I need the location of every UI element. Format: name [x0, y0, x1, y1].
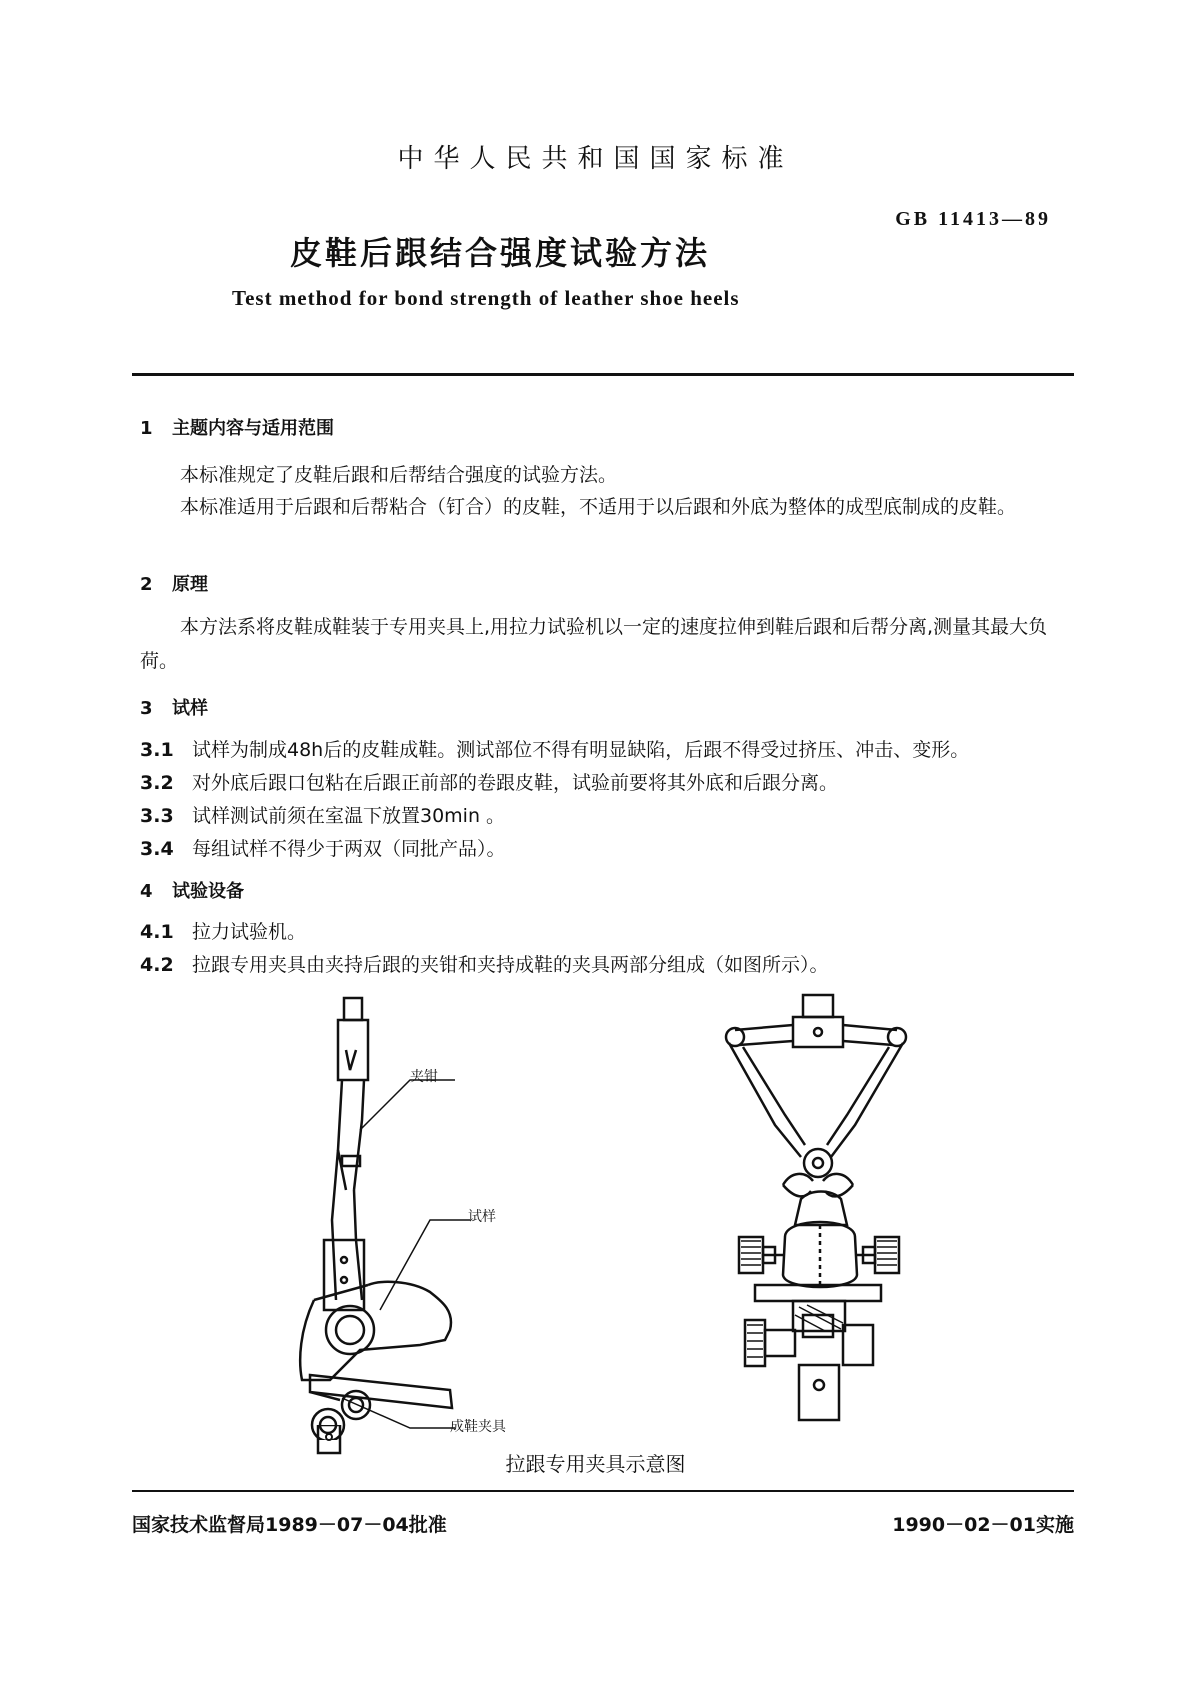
- clause-text: 试样为制成48h后的皮鞋成鞋。测试部位不得有明显缺陷，后跟不得受过挤压、冲击、变形。: [192, 739, 970, 761]
- clause-number: 3.1: [140, 739, 174, 761]
- clause-text: 对外底后跟口包粘在后跟正前部的卷跟皮鞋，试验前要将其外底和后跟分离。: [192, 772, 839, 794]
- clause-number: 3.3: [140, 805, 174, 827]
- section-number: 2: [140, 574, 153, 595]
- standard-code: GB 11413—89: [895, 208, 1051, 230]
- clause-text: 试样测试前须在室温下放置30min 。: [192, 805, 506, 827]
- section-title: 主题内容与适用范围: [172, 418, 334, 439]
- section-1-paragraph-2: [140, 490, 1070, 524]
- section-number: 3: [140, 698, 153, 719]
- effective-date: 1990－02－01实施: [892, 1514, 1074, 1536]
- section-title: 试样: [172, 698, 208, 719]
- paragraph-text: 本标准适用于后跟和后帮粘合（钉合）的皮鞋，不适用于以后跟和外底为整体的成型底制成的皮鞋。: [180, 496, 1017, 518]
- clause-3-4: [140, 834, 506, 861]
- section-title: 试验设备: [172, 881, 244, 902]
- section-2-heading: [140, 570, 208, 596]
- issued-date: 国家技术监督局1989－07－04批准: [132, 1514, 447, 1536]
- clamp-side-view-figure: [280, 980, 600, 1440]
- footer-rule: [132, 1490, 1074, 1492]
- clause-3-3: [140, 801, 505, 828]
- document-title: 皮鞋后跟结合强度试验方法: [290, 234, 711, 272]
- clause-number: 4.2: [140, 954, 174, 976]
- header-rule: [132, 373, 1074, 376]
- national-standard-title: 中华人民共和国国家标准: [397, 144, 794, 174]
- clause-text: 拉力试验机。: [192, 921, 307, 943]
- clause-text: 每组试样不得少于两双（同批产品）。: [192, 838, 506, 860]
- section-2-paragraph-1: [140, 610, 1070, 678]
- clause-3-2: [140, 768, 838, 795]
- clause-4-2: [140, 950, 829, 977]
- label-shoe-fixture: 成鞋夹具: [450, 1419, 506, 1435]
- paragraph-text: 本标准规定了皮鞋后跟和后帮结合强度的试验方法。: [180, 464, 618, 486]
- clause-3-1: [140, 735, 969, 762]
- clause-number: 3.4: [140, 838, 174, 860]
- section-3-heading: [140, 694, 208, 720]
- clamp-front-view-figure: [715, 985, 915, 1430]
- label-clamp: 夹钳: [410, 1069, 438, 1085]
- section-1-paragraph-1: [140, 458, 1070, 492]
- paragraph-text: 本方法系将皮鞋成鞋装于专用夹具上,用拉力试验机以一定的速度拉伸到鞋后跟和后帮分离,测量其最大负荷。: [140, 616, 1048, 672]
- clause-number: 3.2: [140, 772, 174, 794]
- clause-4-1: [140, 917, 306, 944]
- section-number: 4: [140, 881, 153, 902]
- clause-text: 拉跟专用夹具由夹持后跟的夹钳和夹持成鞋的夹具两部分组成（如图所示）。: [192, 954, 829, 976]
- document-subtitle: Test method for bond strength of leather shoe heels: [232, 286, 740, 310]
- section-1-heading: [140, 414, 334, 440]
- clause-number: 4.1: [140, 921, 174, 943]
- figure-caption: 拉跟专用夹具示意图: [505, 1452, 686, 1476]
- section-title: 原理: [172, 574, 208, 595]
- label-sample: 试样: [468, 1209, 496, 1225]
- section-4-heading: [140, 877, 244, 903]
- section-number: 1: [140, 418, 153, 439]
